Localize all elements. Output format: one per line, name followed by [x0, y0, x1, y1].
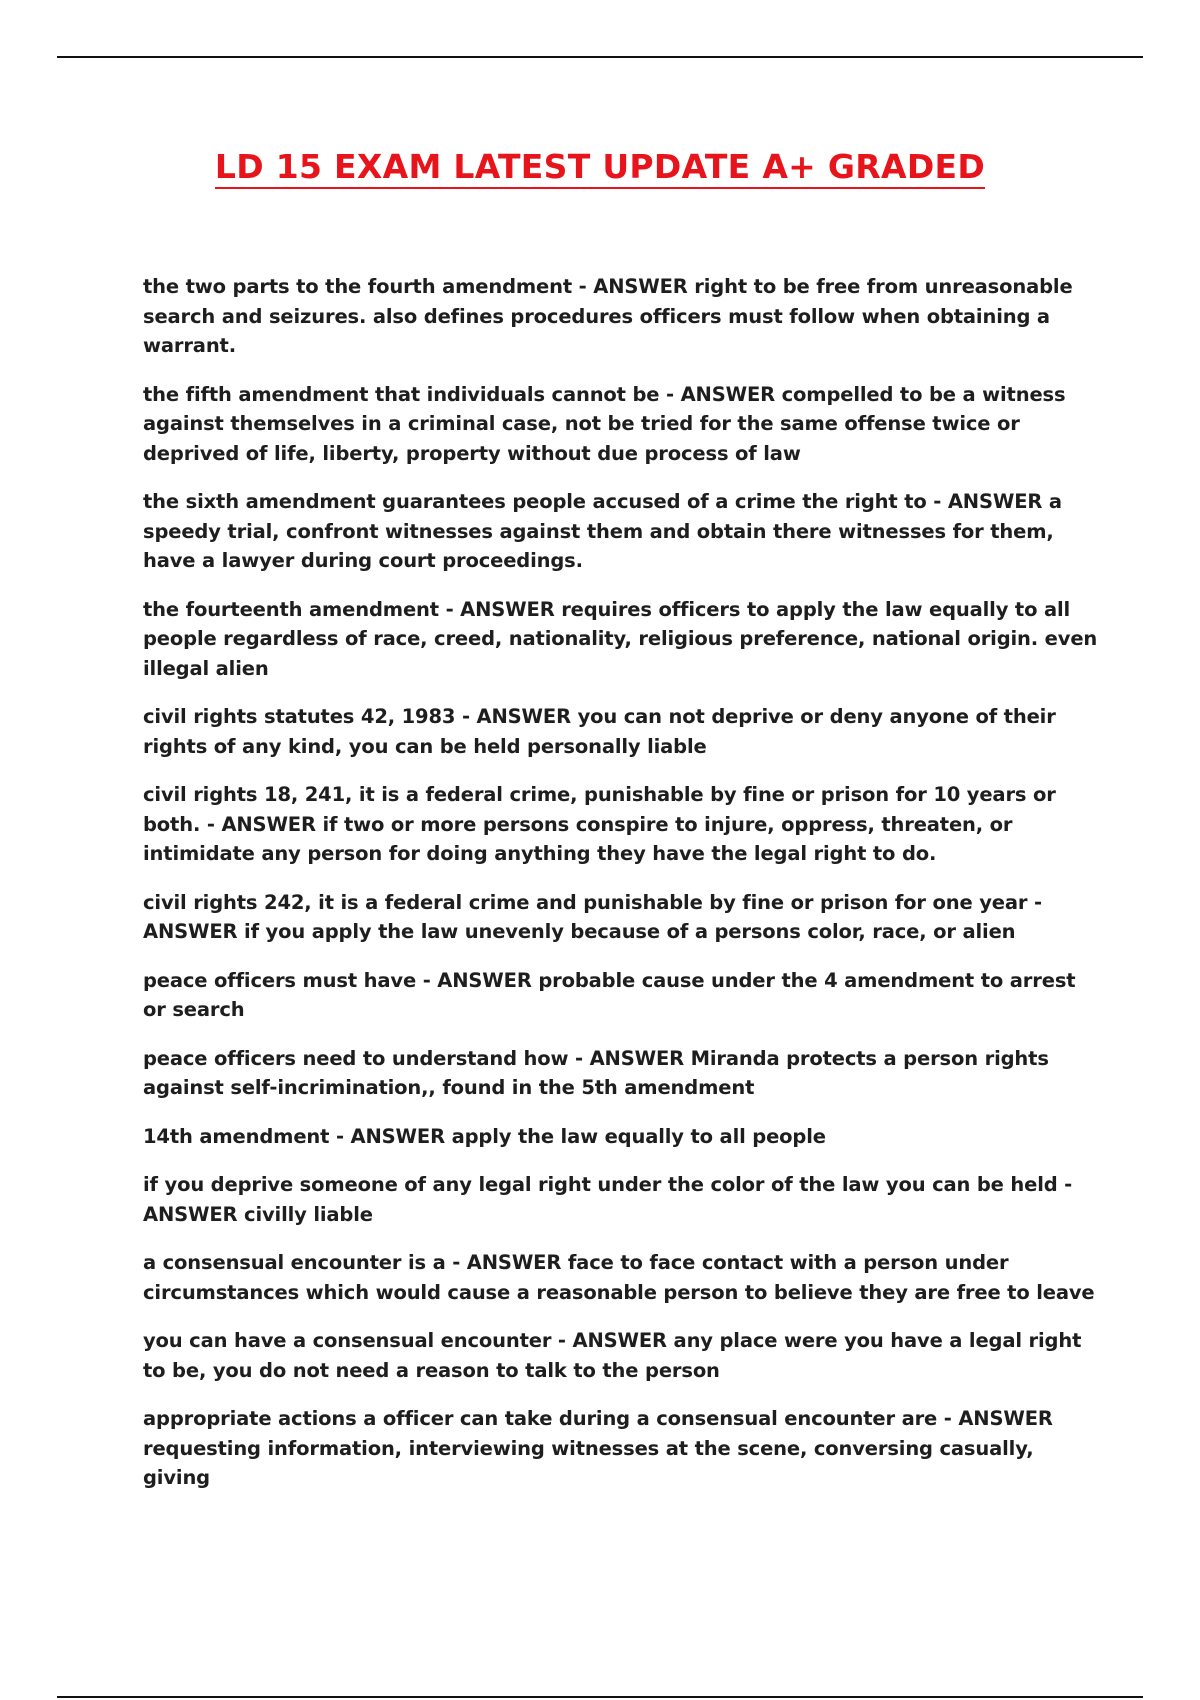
qa-item: peace officers need to understand how - ANSWER Miranda protects a person rights against self-incrimination,, found in the 5th amendment	[143, 1046, 1049, 1099]
qa-item: 14th amendment - ANSWER apply the law equally to all people	[143, 1124, 826, 1148]
qa-item: a consensual encounter is a - ANSWER face to face contact with a person under circumstances which would cause a reasonable person to believe they are free to leave	[143, 1251, 1095, 1304]
footer-rule	[57, 1696, 1143, 1698]
document-title: LD 15 EXAM LATEST UPDATE A+ GRADED	[215, 147, 985, 189]
qa-item: if you deprive someone of any legal right under the color of the law you can be held - ANSWER civilly liable	[143, 1173, 1073, 1226]
qa-item: peace officers must have - ANSWER probable cause under the 4 amendment to arrest or search	[143, 968, 1076, 1021]
qa-list	[143, 272, 1098, 1512]
qa-item: appropriate actions a officer can take during a consensual encounter are - ANSWER requesting information, interviewing witnesses at the scene, conversing casually, giving	[143, 1407, 1053, 1489]
qa-item: the fourteenth amendment - ANSWER requires officers to apply the law equally to all people regardless of race, creed, nationality, religious preference, national origin. even illegal alien	[143, 597, 1098, 680]
qa-item: the two parts to the fourth amendment - ANSWER right to be free from unreasonable search and seizures. also defines procedures officers must follow when obtaining a warrant.	[143, 275, 1073, 357]
qa-item: civil rights 18, 241, it is a federal crime, punishable by fine or prison for 10 years or both. - ANSWER if two or more persons conspire to injure, oppress, threaten, or intimidate any person for doing anything they have the legal right to do.	[143, 783, 1056, 865]
qa-item: the fifth amendment that individuals cannot be - ANSWER compelled to be a witness against themselves in a criminal case, not be tried for the same offense twice or deprived of life, liberty, property without due process of law	[143, 382, 1066, 465]
qa-item: civil rights statutes 42, 1983 - ANSWER you can not deprive or deny anyone of their rights of any kind, you can be held personally liable	[143, 705, 1056, 758]
qa-item: you can have a consensual encounter - ANSWER any place were you have a legal right to be, you do not need a reason to talk to the person	[143, 1329, 1082, 1382]
title-block	[0, 147, 1200, 189]
qa-item: the sixth amendment guarantees people accused of a crime the right to - ANSWER a speedy trial, confront witnesses against them and obtain there witnesses for them, have a lawyer during court proceedings.	[143, 490, 1062, 572]
header-rule	[57, 56, 1143, 58]
qa-item: civil rights 242, it is a federal crime and punishable by fine or prison for one year - ANSWER if you apply the law unevenly because of a persons color, race, or alien	[143, 890, 1042, 943]
